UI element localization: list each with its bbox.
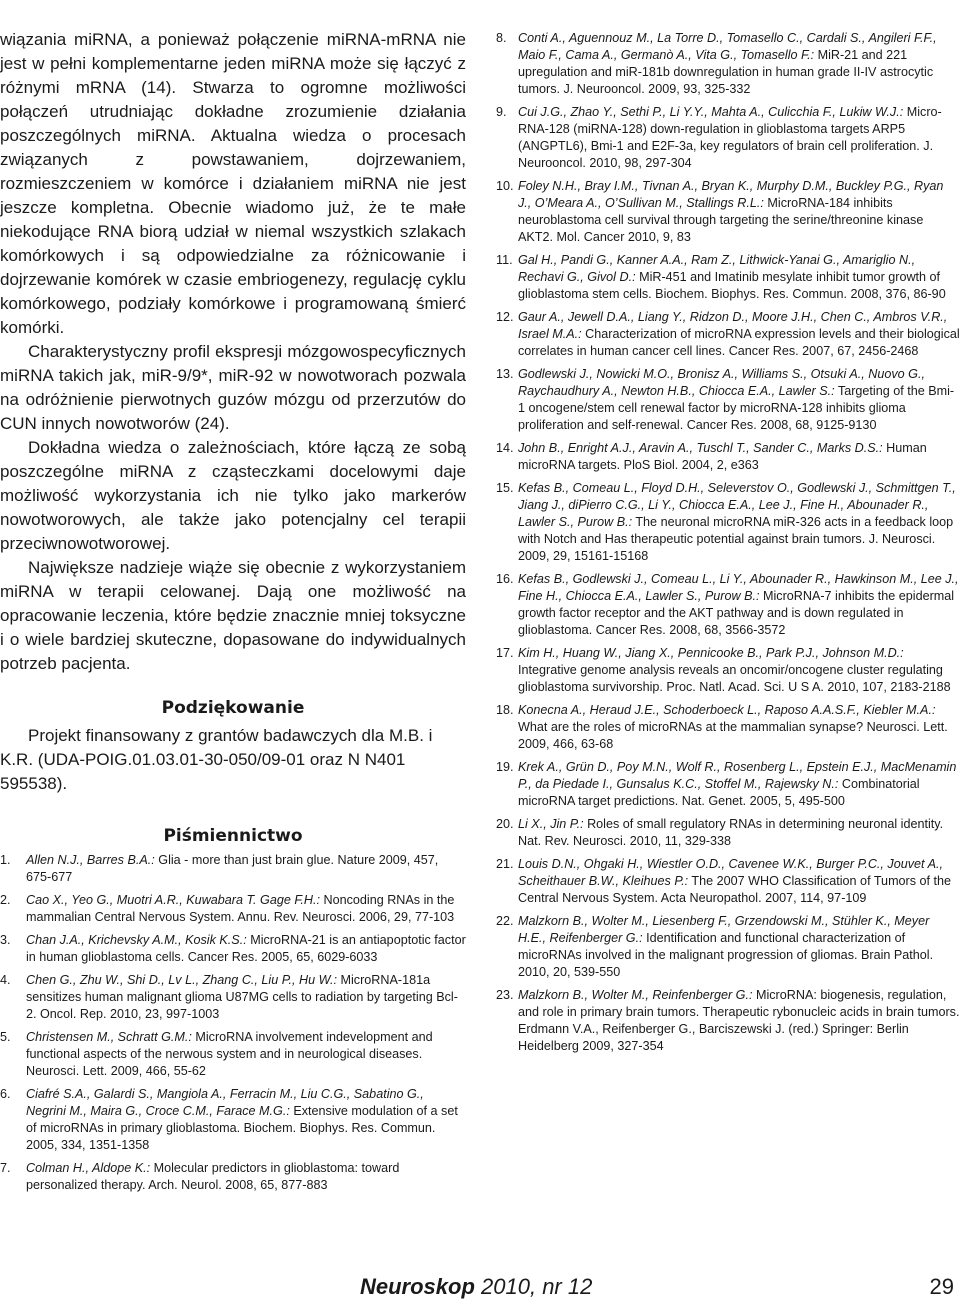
body-paragraph: Największe nadzieje wiąże się obecnie z wykorzystaniem miRNA w terapii celowanej. Dają one możliwość na opracowanie leczenia, które będzie znacznie mniej toksyczne i o wiele bardziej skuteczne, dopasowane do indywidualnych potrzeb pacjenta. [0,558,466,673]
reference-authors: Allen N.J., Barres B.A.: [26,853,155,867]
reference-citation: MiR-21 and 221 upregulation and miR-181b downregulation in human grade II-IV astrocytic tumors. J. Neurooncol. 2009, 93, 325-332 [518,48,934,96]
acknowledgement-text: Projekt finansowany z grantów badawczych dla M.B. i K.R. (UDA-POIG.01.03.01-30-050/09-01 oraz N N401 595538). [0,726,433,793]
reference-citation: Combinatorial microRNA target predictions. Nat. Genet. 2005, 5, 495-500 [518,777,920,808]
reference-text [518,366,960,434]
reference-authors: Chan J.A., Krichevsky A.M., Kosik K.S.: [26,933,247,947]
reference-authors: Ciafré S.A., Galardi S., Mangiola A., Ferracin M., Liu C.G., Sabatino G., Negrini M., Maira G., Croce C.M., Farace M.G.: [26,1087,424,1118]
reference-item [496,480,960,565]
reference-citation: MicroRNA-7 inhibits the epidermal growth factor receptor and the AKT pathway and is down regulated in glioblastoma. Cancer Res. 2008, 68, 3566-3572 [518,589,955,637]
reference-number: 4. [0,973,11,987]
reference-item [0,932,466,966]
reference-number: 15. [496,481,514,495]
reference-text [518,30,960,98]
reference-text [26,932,466,966]
references-list-left [0,852,466,1194]
reference-authors: Cui J.G., Zhao Y., Sethi P., Li Y.Y., Mahta A., Culicchia F., Lukiw W.J.: [518,105,904,119]
reference-text [518,309,960,360]
reference-authors: Gaur A., Jewell D.A., Liang Y., Ridzon D., Moore J.H., Chen C., Ambros V.R., Israel M.A.: [518,310,948,341]
reference-authors: Gal H., Pandi G., Kanner A.A., Ram Z., Lithwick-Yanai G., Amariglio N., Rechavi G., Givol D.: [518,253,916,284]
reference-text [518,856,960,907]
reference-item [496,309,960,360]
reference-authors: Foley N.H., Bray I.M., Tivnan A., Bryan K., Murphy D.M., Buckley P.G., Ryan J., O’Meara A., O’Sullivan M., Stallings R.L.: [518,179,944,210]
reference-text [26,1160,466,1194]
reference-number: 9. [496,105,507,119]
reference-citation: Extensive modulation of a set of microRNAs in primary glioblastoma. Biochem. Biophys. Res. Commun. 2005, 334, 1351-1358 [26,1104,458,1152]
reference-item [496,645,960,696]
reference-authors: Kim H., Huang W., Jiang X., Pennicooke B., Park P.J., Johnson M.D.: [518,646,904,660]
reference-item [0,892,466,926]
reference-authors: Chen G., Zhu W., Shi D., Lv L., Zhang C., Liu P., Hu W.: [26,973,337,987]
reference-text [518,913,960,981]
reference-citation: MicroRNA involvement indevelopment and functional aspects of the nerwous system and in neurological diseases. Neurosci. Lett. 2009, 466, 55-62 [26,1030,433,1078]
reference-authors: Malzkorn B., Wolter M., Liesenberg F., Grzendowski M., Stühler K., Meyer H.E., Reifenberger G.: [518,914,930,945]
reference-item [496,571,960,639]
reference-number: 11. [496,253,513,267]
reference-citation: MicroRNA: biogenesis, regulation, and role in primary brain tumors. Therapeutic rybonucleic acids in brain tumors. Erdmann V.A., Reifenberger G., Barciszewski J. (red.) Springer: Berlin Heidelberg 2009, 327-354 [518,988,960,1053]
reference-citation: The 2007 WHO Classification of Tumors of the Central Nervous System. Acta Neuropathol. 2007, 114, 97-109 [518,874,952,905]
reference-item [0,1086,466,1154]
journal-title [360,1274,592,1300]
reference-authors: Louis D.N., Ohgaki H., Wiestler O.D., Cavenee W.K., Burger P.C., Jouvet A., Scheithauer B.W., Kleihues P.: [518,857,943,888]
reference-number: 2. [0,893,11,907]
reference-item [496,702,960,753]
reference-text [518,440,960,474]
reference-text [518,987,960,1055]
reference-text [518,104,960,172]
reference-citation: Molecular predictors in glioblastoma: toward personalized therapy. Arch. Neurol. 2008, 65, 877-883 [26,1161,400,1192]
reference-citation: Roles of small regulatory RNAs in determining neuronal identity. Nat. Rev. Neurosci. 2010, 11, 329-338 [518,817,944,848]
reference-citation: Human microRNA targets. PloS Biol. 2004, 2, e363 [518,441,927,472]
reference-authors: Konecna A., Heraud J.E., Schoderboeck L., Raposo A.A.S.F., Kiebler M.A.: [518,703,936,717]
reference-number: 6. [0,1087,11,1101]
references-heading: Piśmiennictwo [163,826,303,846]
reference-citation: The neuronal microRNA miR-326 acts in a feedback loop with Notch and Has therapeutic potential against brain tumors. J. Neurosci. 2009, 29, 15161-15168 [518,515,954,563]
reference-number: 17. [496,646,514,660]
reference-number: 21. [496,857,514,871]
reference-authors: Cao X., Yeo G., Muotri A.R., Kuwabara T. Gage F.H.: [26,893,320,907]
acknowledgement-heading: Podziękowanie [161,698,305,718]
reference-item [496,759,960,810]
reference-number: 8. [496,31,507,45]
reference-authors: Li X., Jin P.: [518,817,584,831]
reference-text [26,1086,466,1154]
reference-citation: Integrative genome analysis reveals an oncomir/oncogene cluster regulating glioblastoma survivorship. Proc. Natl. Acad. Sci. U S A. 2010, 107, 2183-2188 [518,663,951,694]
reference-authors: Colman H., Aldope K.: [26,1161,151,1175]
reference-item [496,816,960,850]
reference-item [0,1160,466,1194]
reference-text [26,852,466,886]
reference-authors: Kefas B., Godlewski J., Comeau L., Li Y., Abounader R., Hawkinson M., Lee J., Fine H., Chiocca E.A., Lawler S., Purow B.: [518,572,959,603]
reference-text [26,1029,466,1080]
journal-issue: 2010, nr 12 [474,1274,593,1299]
reference-number: 3. [0,933,11,947]
reference-text [26,892,466,926]
reference-item [496,252,960,303]
reference-citation: MicroRNA-181a sensitizes human malignant glioma U87MG cells to radiation by targeting Bcl-2. Oncol. Rep. 2010, 23, 997-1003 [26,973,458,1021]
reference-text [518,480,960,565]
body-paragraph: Charakterystyczny profil ekspresji mózgowospecyficznych miRNA takich jak, miR-9/9*, miR-92 w nowotworach pozwala na odróżnienie pierwotnych guzów mózgu od przerzutów do CUN innych nowotworów (24). [0,342,466,433]
reference-item [496,178,960,246]
reference-citation: Noncoding RNAs in the mammalian Central Nervous System. Annu. Rev. Neurosci. 2006, 29, 77-103 [26,893,455,924]
reference-authors: Christensen M., Schratt G.M.: [26,1030,192,1044]
reference-citation: MicroRNA-184 inhibits neuroblastoma cell survival through targeting the serine/threonine kinase AKT2. Mol. Cancer 2010, 9, 83 [518,196,924,244]
references-list-right [496,30,960,1055]
reference-item [496,104,960,172]
reference-text [518,702,960,753]
reference-item [0,852,466,886]
reference-number: 1. [0,853,11,867]
reference-text [518,252,960,303]
reference-citation: Glia - more than just brain glue. Nature 2009, 457, 675-677 [26,853,439,884]
reference-citation: Characterization of microRNA expression levels and their biological correlates in human cancer cell lines. Cancer Res. 2007, 67, 2456-2468 [518,327,960,358]
reference-item [496,913,960,981]
reference-authors: John B., Enright A.J., Aravin A., Tuschl T., Sander C., Marks D.S.: [518,441,883,455]
reference-authors: Kefas B., Comeau L., Floyd D.H., Seleverstov O., Godlewski J., Schmittgen T., Jiang J., diPierro C.G., Li Y., Chiocca E.A., Lee J., Fine H., Abounader R., Lawler S., Purow B.: [518,481,956,529]
reference-number: 22. [496,914,514,928]
reference-text [518,178,960,246]
reference-text [518,759,960,810]
reference-citation: Micro-RNA-128 (miRNA-128) down-regulation in glioblastoma targets ARP5 (ANGPTL6), Bmi-1 and E2F-3a, key regulators of brain cell proliferation. J. Neurooncol. 2010, 98, 297-304 [518,105,942,170]
reference-text [518,571,960,639]
reference-item [496,987,960,1055]
reference-citation: Identification and functional characterization of microRNAs involved in the malignant progression of gliomas. Brain Pathol. 2010, 20, 539-550 [518,931,934,979]
reference-text [518,645,960,696]
reference-item [496,366,960,434]
body-paragraph: Dokładna wiedza o zależnościach, które łączą ze sobą poszczególne miRNA z cząsteczkami docelowymi daje możliwość wykorzystania ich nie tylko jako markerów nowotworowych, ale także jako potencjalny cel terapii przeciwnowotworowej. [0,438,466,553]
reference-text [518,816,960,850]
reference-authors: Godlewski J., Nowicki M.O., Bronisz A., Williams S., Otsuki A., Nuovo G., Raychaudhury A., Newton H.B., Chiocca E.A., Lawler S.: [518,367,925,398]
right-column [496,30,960,1061]
reference-number: 23. [496,988,514,1002]
reference-number: 14. [496,441,514,455]
reference-item [496,30,960,98]
reference-citation: Targeting of the Bmi-1 oncogene/stem cell renewal factor by microRNA-128 inhibits glioma proliferation and self-renewal. Cancer Res. 2008, 68, 9125-9130 [518,384,955,432]
reference-number: 12. [496,310,514,324]
page-footer [360,1274,960,1302]
reference-item [496,856,960,907]
reference-number: 20. [496,817,514,831]
reference-citation: What are the roles of microRNAs at the mammalian synapse? Neurosci. Lett. 2009, 466, 63-68 [518,720,948,751]
reference-number: 16. [496,572,514,586]
journal-name: Neuroskop [360,1274,475,1299]
left-column [0,28,466,1200]
reference-authors: Conti A., Aguennouz M., La Torre D., Tomasello C., Cardali S., Angileri F.F., Maio F., Cama A., Germanò A., Vita G., Tomasello F.: [518,31,937,62]
reference-number: 19. [496,760,514,774]
reference-item [0,972,466,1023]
reference-text [26,972,466,1023]
reference-number: 18. [496,703,514,717]
reference-citation: MiR-451 and Imatinib mesylate inhibit tumor growth of glioblastoma stem cells. Biochem. Biophys. Res. Commun. 2008, 376, 86-90 [518,270,946,301]
reference-item [0,1029,466,1080]
body-paragraph: wiązania miRNA, a ponieważ połączenie miRNA-mRNA nie jest w pełni komplementarne jeden miRNA może się łączyć z różnymi mRNA (14). Stwarza to ogromne możliwości połączeń utrudniając dokładne zrozumienie działania poszczególnych miRNA. Aktualna wiedza o procesach związanych z powstawaniem, dojrzewaniem, rozmieszczeniem w komórce i działaniem miRNA nie jest jeszcze kompletna. Obecnie wiadomo już, że te małe niekodujące RNA biorą udział w niemal wszystkich szlakach komórkowych i są odpowiedzialne za różnicowanie i dojrzewanie komórek w czasie embriogenezy, regulację cyklu komórkowego, podziały komórkowe i programowaną śmierć komórki. [0,30,466,337]
reference-citation: MicroRNA-21 is an antiapoptotic factor in human glioblastoma cells. Cancer Res. 2005, 65, 6029-6033 [26,933,466,964]
reference-number: 10. [496,179,514,193]
reference-authors: Krek A., Grün D., Poy M.N., Wolf R., Rosenberg L., Epstein E.J., MacMenamin P., da Piedade I., Gunsalus K.C., Stoffel M., Rajewsky N.: [518,760,957,791]
page-number: 29 [929,1274,954,1299]
reference-item [496,440,960,474]
reference-number: 13. [496,367,514,381]
reference-authors: Malzkorn B., Wolter M., Reinfenberger G.: [518,988,753,1002]
reference-number: 5. [0,1030,11,1044]
reference-number: 7. [0,1161,11,1175]
